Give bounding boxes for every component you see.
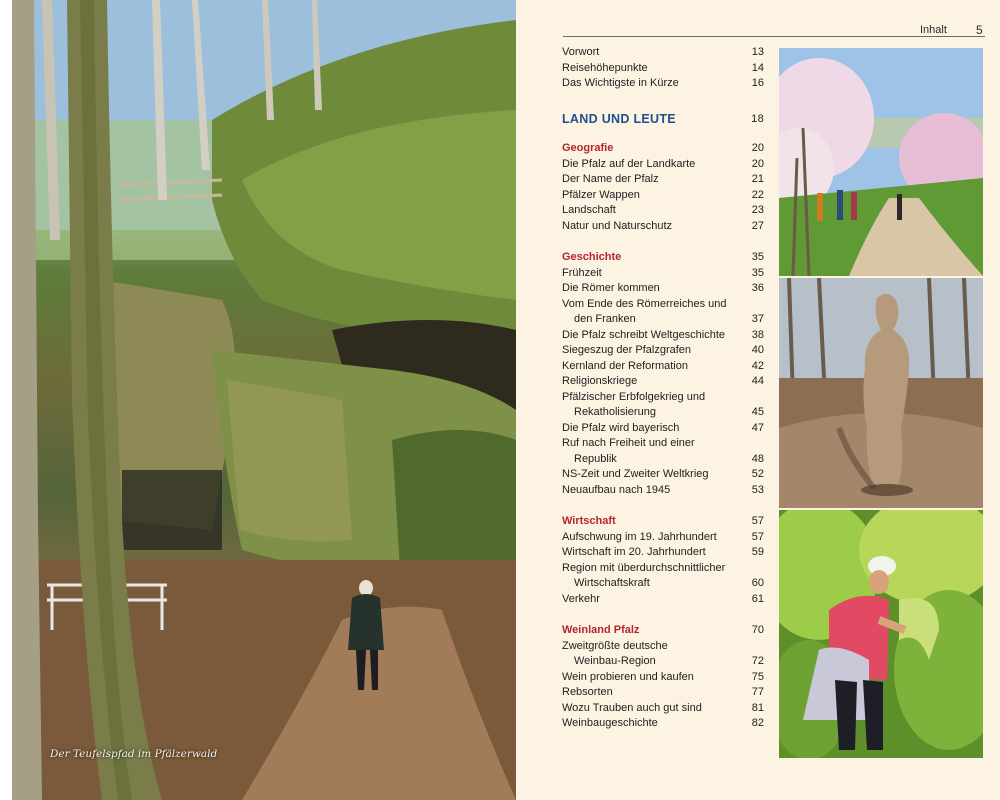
toc-entry[interactable]: Kernland der Reformation 42 xyxy=(562,359,764,372)
toc-entry[interactable]: Wein probieren und kaufen 75 xyxy=(562,670,764,683)
toc-entry[interactable]: Die Römer kommen 36 xyxy=(562,282,764,294)
table-of-contents xyxy=(562,45,764,732)
toc-entry[interactable]: Pfälzer Wappen 22 xyxy=(562,188,764,201)
toc-entry[interactable]: Siegeszug der Pfalzgrafen 40 xyxy=(562,344,764,356)
toc-entry[interactable]: NS-Zeit und Zweiter Weltkrieg 52 xyxy=(562,468,764,480)
toc-entry[interactable]: Zweitgrößte deutsche Weinbau-Region 72 xyxy=(562,639,764,667)
toc-entry[interactable]: Frühzeit 35 xyxy=(562,266,764,279)
toc-chapter-heading[interactable]: LAND UND LEUTE 18 xyxy=(562,111,764,126)
forest-cliff-photo xyxy=(12,0,516,800)
toc-page xyxy=(516,0,1000,800)
toc-entry[interactable]: Religionskriege 44 xyxy=(562,375,764,387)
toc-entry[interactable]: Landschaft 23 xyxy=(562,204,764,216)
grape-harvest-photo xyxy=(779,510,983,758)
toc-entry[interactable]: Verkehr 61 xyxy=(562,592,764,605)
toc-entry[interactable]: Rebsorten 77 xyxy=(562,686,764,698)
toc-entry[interactable]: Die Pfalz auf der Landkarte 20 xyxy=(562,157,764,170)
toc-entry[interactable]: Neuaufbau nach 1945 53 xyxy=(562,483,764,496)
toc-entry[interactable]: Der Name der Pfalz 21 xyxy=(562,173,764,185)
photo-caption: Der Teufelspfad im Pfälzerwald xyxy=(50,748,218,760)
toc-entry[interactable]: Region mit überdurchschnittlicher Wirtschaftskraft 60 xyxy=(562,561,764,589)
toc-entry[interactable]: Reisehöhepunkte 14 xyxy=(562,61,764,74)
page-number: 5 xyxy=(976,23,983,37)
toc-entry[interactable]: Ruf nach Freiheit und einer Republik 48 xyxy=(562,437,764,465)
toc-entry[interactable]: Vom Ende des Römerreiches und den Franken 37 xyxy=(562,297,764,325)
toc-entry[interactable]: Die Pfalz schreibt Weltgeschichte 38 xyxy=(562,328,764,341)
toc-entry[interactable]: Die Pfalz wird bayerisch 47 xyxy=(562,421,764,434)
running-head-title: Inhalt xyxy=(920,24,947,36)
toc-entry[interactable]: Vorwort 13 xyxy=(562,46,764,58)
toc-entry[interactable]: Das Wichtigste in Kürze 16 xyxy=(562,77,764,89)
toc-section-geschichte[interactable]: Geschichte 35 xyxy=(562,251,764,263)
toc-entry[interactable]: Pfälzischer Erbfolgekrieg und Rekatholisierung 45 xyxy=(562,390,764,418)
toc-entry[interactable]: Aufschwung im 19. Jahrhundert 57 xyxy=(562,530,764,543)
toc-section-wirtschaft[interactable]: Wirtschaft 57 xyxy=(562,515,764,527)
toc-entry[interactable]: Wirtschaft im 20. Jahrhundert 59 xyxy=(562,546,764,558)
toc-section-geografie[interactable]: Geografie 20 xyxy=(562,142,764,154)
toc-section-weinland[interactable]: Weinland Pfalz 70 xyxy=(562,624,764,636)
wooden-sculpture-photo xyxy=(779,278,983,508)
toc-entry[interactable]: Weinbaugeschichte 82 xyxy=(562,717,764,729)
forest-cliff-illustration xyxy=(12,0,516,800)
header-rule xyxy=(563,36,985,37)
toc-entry[interactable]: Natur und Naturschutz 27 xyxy=(562,219,764,232)
toc-entry[interactable]: Wozu Trauben auch gut sind 81 xyxy=(562,701,764,714)
almond-blossom-walk-photo xyxy=(779,48,983,276)
